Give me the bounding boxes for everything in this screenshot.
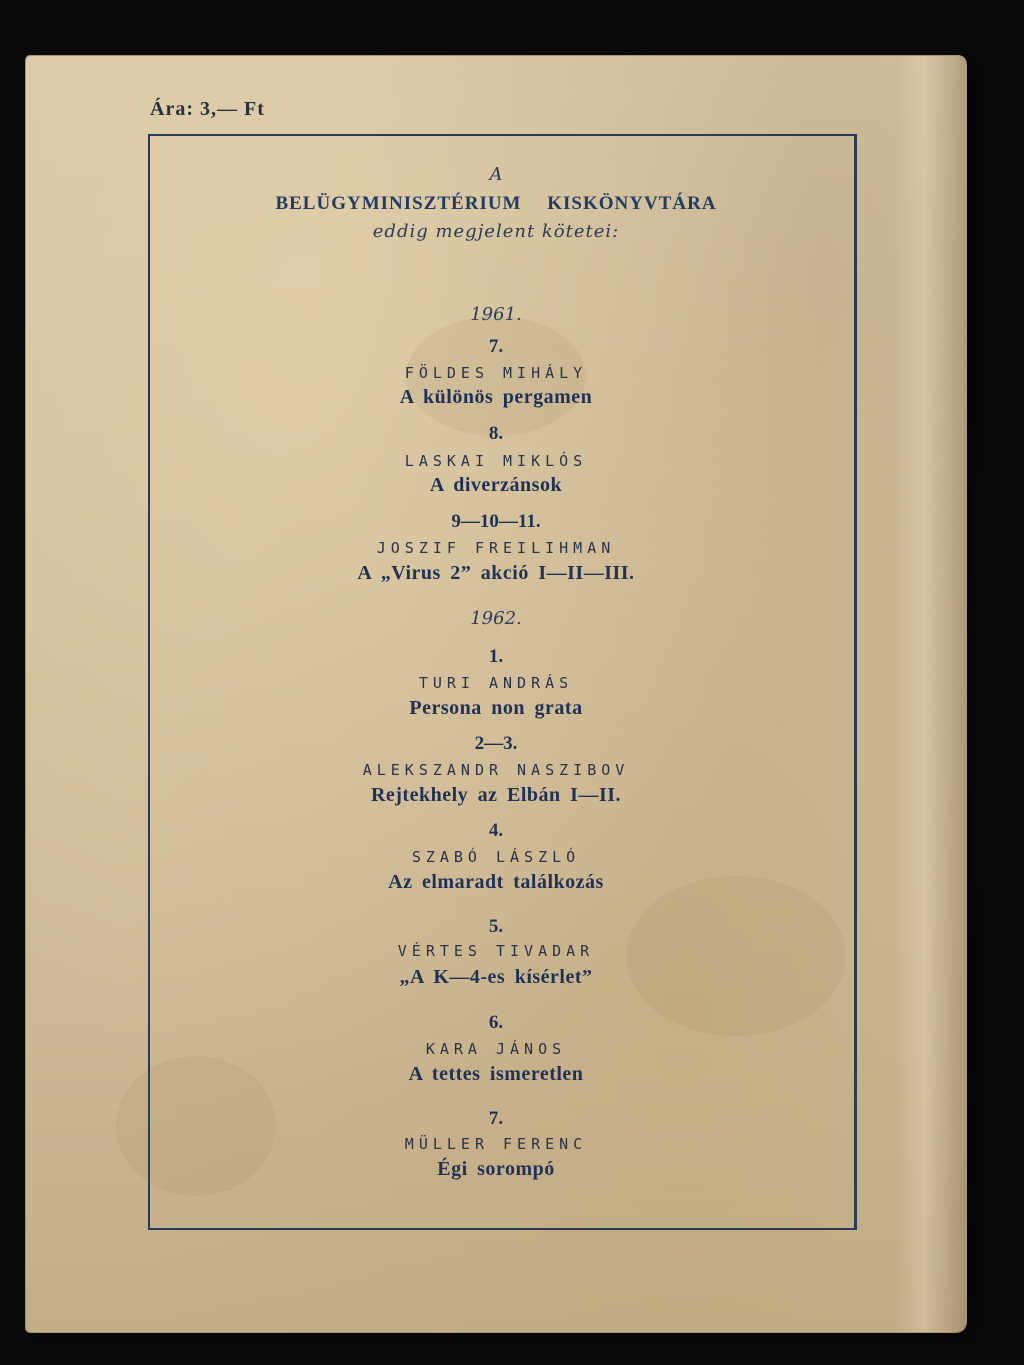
volume-author: MÜLLER FERENC bbox=[404, 1135, 588, 1153]
volume-title: „A K—4-es kísérlet” bbox=[399, 966, 593, 988]
volume-author: VÉRTES TIVADAR bbox=[397, 942, 595, 960]
volume-number: 7. bbox=[488, 336, 504, 357]
volume-title: Az elmaradt találkozás bbox=[388, 871, 604, 893]
volume-title: A különös pergamen bbox=[399, 386, 593, 408]
year-heading-1961: 1961. bbox=[470, 304, 522, 325]
volume-author: SZABÓ LÁSZLÓ bbox=[411, 848, 581, 866]
volume-title: Rejtekhely az Elbán I—II. bbox=[370, 784, 622, 806]
volume-title: Égi sorompó bbox=[437, 1158, 555, 1180]
volume-number: 5. bbox=[488, 916, 504, 937]
header-article: A bbox=[489, 164, 503, 185]
volume-number: 1. bbox=[488, 646, 504, 667]
price-label: Ára: 3,— Ft bbox=[150, 98, 265, 120]
volume-author: KARA JÁNOS bbox=[425, 1040, 567, 1058]
book-back-cover bbox=[26, 56, 966, 1332]
volume-author: JOSZIF FREILIHMAN bbox=[376, 539, 616, 557]
volume-number: 9—10—11. bbox=[451, 511, 541, 532]
volume-number: 4. bbox=[488, 820, 504, 841]
volume-author: LASKAI MIKLÓS bbox=[404, 452, 588, 470]
volume-author: ALEKSZANDR NASZIBOV bbox=[362, 761, 630, 779]
volume-number: 2—3. bbox=[474, 733, 518, 754]
volume-number: 8. bbox=[488, 423, 504, 444]
volume-title: A „Virus 2” akció I—II—III. bbox=[357, 562, 635, 584]
volume-title: A diverzánsok bbox=[429, 474, 563, 496]
volume-author: TURI ANDRÁS bbox=[418, 674, 574, 692]
volume-title: A tettes ismeretlen bbox=[408, 1063, 584, 1085]
volume-author: FÖLDES MIHÁLY bbox=[404, 364, 588, 382]
series-title: BELÜGYMINISZTÉRIUM KISKÖNYVTÁRA bbox=[275, 193, 717, 214]
series-subtitle: eddig megjelent kötetei: bbox=[372, 221, 620, 242]
year-heading-1962: 1962. bbox=[470, 608, 522, 629]
volume-number: 7. bbox=[488, 1108, 504, 1129]
volume-title: Persona non grata bbox=[409, 697, 583, 719]
volume-number: 6. bbox=[488, 1012, 504, 1033]
